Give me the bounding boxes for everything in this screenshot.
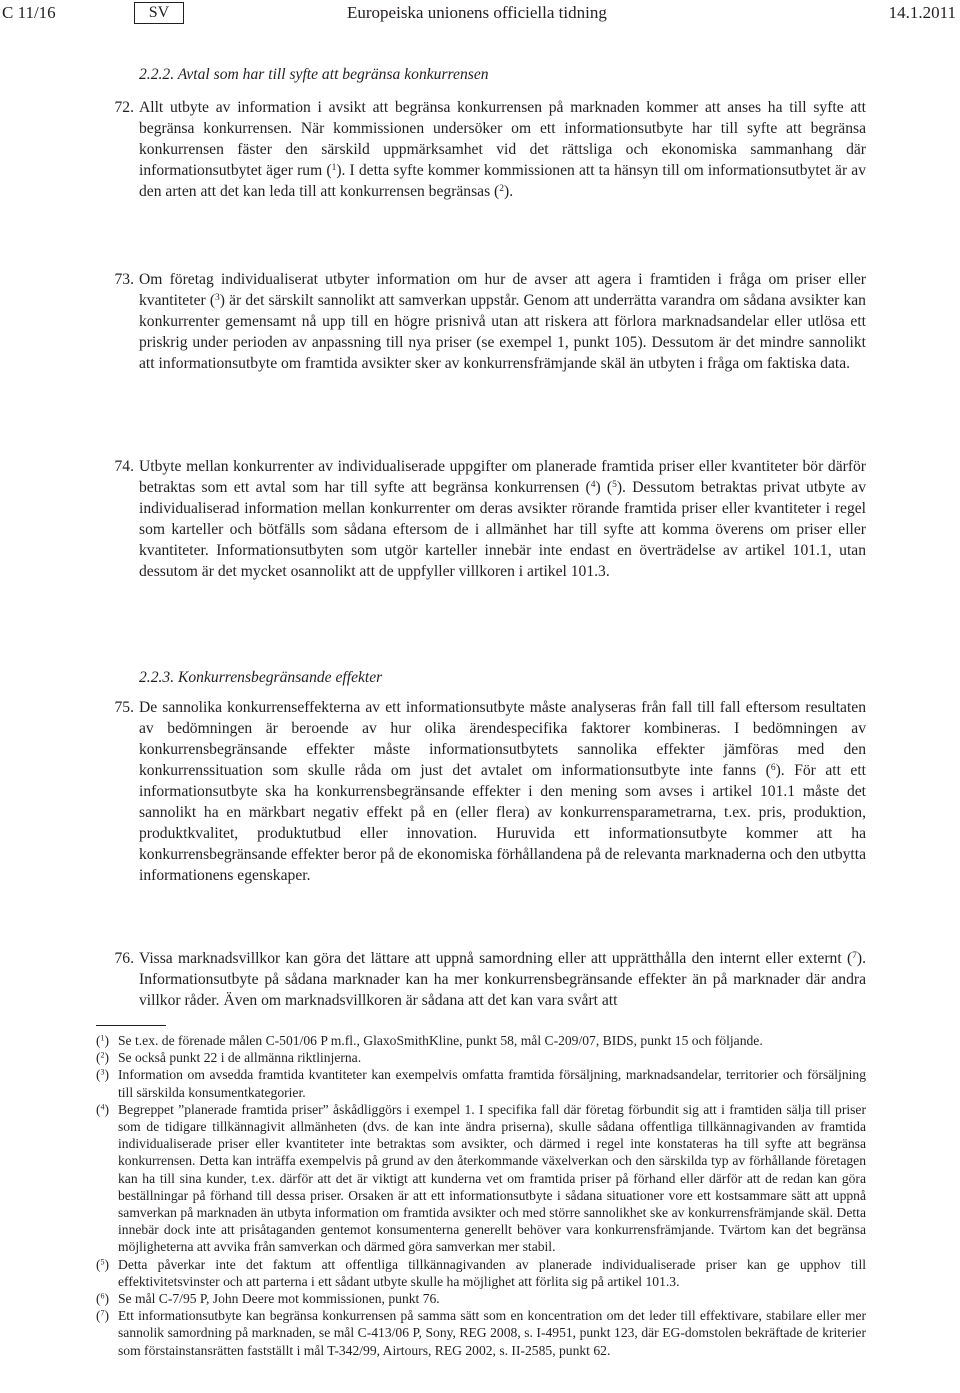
footnote-ref[interactable]: 2 [499, 183, 505, 194]
paragraph-number: 73. [114, 271, 134, 288]
footnote-ref[interactable]: 5 [612, 479, 617, 490]
footnote [96, 1066, 866, 1100]
footnote [96, 1101, 866, 1256]
footnote-text: Se t.ex. de förenade målen C-501/06 P m.fl., GlaxoSmithKline, punkt 58, mål C-209/07, BIDS, punkt 15 och följande. [118, 1033, 763, 1048]
language-badge: SV [134, 2, 184, 24]
footnote-text: Se också punkt 22 i de allmänna riktlinjerna. [118, 1050, 362, 1066]
footnote-number: ($^6$) [96, 1291, 110, 1307]
footnote-text: Detta påverkar inte det faktum att offentliga tillkännagivanden av planerade individualiserade priser kan ge upphov till effektivitetsvinster och att parterna i ett sådant utbyte skulle ha möjlighet att förlita sig på artikel 101.3. [118, 1256, 866, 1289]
footnote-number: ($^5$) [96, 1256, 110, 1272]
paragraph-75 [96, 697, 866, 886]
paragraph-74 [96, 456, 866, 582]
footnote-text: Information om avsedda framtida kvantiteter kan exempelvis omfatta framtida försäljning, marknadsandelar, territorier och försäljning till särskilda konsumentkategorier. [118, 1067, 866, 1100]
journal-title: Europeiska unionens officiella tidning [347, 3, 607, 22]
footnote-number: ($^4$) [96, 1101, 110, 1117]
footnote-separator [96, 1025, 166, 1026]
paragraph-76 [96, 948, 866, 1011]
section-heading-2-2-3: 2.2.3. Konkurrensbegränsande effekter [139, 669, 383, 686]
paragraph-number: 76. [114, 950, 134, 967]
paragraph-number: 72. [114, 99, 134, 116]
footnote-ref[interactable]: 7 [852, 950, 857, 961]
footnote-number: ($^2$) [96, 1050, 110, 1066]
publication-date: 14.1.2011 [888, 3, 956, 22]
section-heading-2-2-2: 2.2.2. Avtal som har till syfte att begränsa konkurrensen [139, 66, 489, 83]
footnote [96, 1307, 866, 1359]
footnote-ref[interactable]: 3 [215, 292, 220, 303]
paragraph-72 [96, 97, 866, 202]
footnote-number: ($^7$) [96, 1308, 110, 1324]
footnote-text: Ett informationsutbyte kan begränsa konkurrensen på samma sätt som en koncentration om det leder till effektivare, stabilare eller mer sannolik samordning på marknaden, se mål C-413/06 P, Sony, REG 2008, s. I-4951, punkt 123, där EG-domstolen bekräftade de kriterier som förstainstansrätten fastställt i mål T-342/99, Airtours, REG 2002, s. II-2585, punkt 62. [118, 1308, 866, 1358]
paragraph-text: Om företag individualiserat utbyter information om hur de avser att agera i framtiden i fråga om priser eller kvantiteter ($^3$) är det särskilt sannolikt att samverkan uppstår. Genom att underrätta varandra om sådana avsikter kan konkurrenter gemensamt nå upp till en högre prisnivå utan att riskera att förlora marknadsandelar eller utlösa ett priskrig under perioden av anpassning till nya priser (se exempel 1, punkt 105). Dessutom är det mindre sannolikt att informationsutbyte om framtida avsikter sker av konkurrensfrämjande skäl än utbyten i fråga om faktiska data. [139, 271, 866, 372]
footnote [96, 1049, 866, 1066]
paragraph-text: Allt utbyte av information i avsikt att begränsa konkurrensen på marknaden kommer att anses ha till syfte att begränsa konkurrensen. När kommissionen undersöker om ett informationsutbyte har till syfte att begränsa konkurrensen fäster den särskild uppmärksamhet vid det rättsliga och ekonomiska sammanhang där informationsutbytet äger rum ($^1$). I detta syfte kommer kommissionen att ta hänsyn till om informationsutbytet är av den arten att det kan leda till att konkurrensen begränsas ($^2$). [139, 99, 867, 200]
page-header [0, 3, 960, 27]
footnote-number: ($^3$) [96, 1067, 110, 1083]
footnote-number: ($^1$) [96, 1033, 110, 1048]
footnote-ref[interactable]: 1 [331, 162, 337, 173]
paragraph-number: 75. [114, 699, 134, 716]
footnote-text: Begreppet ”planerade framtida priser” åskådliggörs i exempel 1. I specifika fall där företag förbundit sig att i framtiden sälja till priser som de tidigare tillkännagivit allmänheten (dvs. de kan inte ändra priserna), skulle sådana offentliga tillkännagivanden av framtida individualiserade priser eller kvantiteter inte betraktas som avsikter, och därmed i regel inte konstateras ha till syfte att begränsa konkurrensen. Detta kan inträffa exempelvis på grund av den återkommande växelverkan och den särskilda typ av förhållande företagen kan ha till sina kunder, t.ex. därför att det är viktigt att kunderna vet om framtida priser på förhand eller därför att de redan kan göra beställningar på förhand till dessa priser. Orsaken är att ett informationsutbyte i sådana situationer vore ett kostsammare sätt att uppnå samverkan på marknaden än utbyta information om framtida avsikter och med större sannolikhet ske av konkurrensfrämjande skäl. Detta innebär dock inte att prisåtaganden gentemot konsumenterna generellt behöver vara konkurrensfrämjande. Tvärtom kan det begränsa möjligheterna att avvika från samverkan och därmed göra samverkan mer stabil. [118, 1101, 866, 1255]
footnote [96, 1032, 866, 1049]
footnote-text: Se mål C-7/95 P, John Deere mot kommissionen, punkt 76. [118, 1291, 440, 1307]
paragraph-number: 74. [114, 458, 134, 475]
footnote-ref[interactable]: 4 [590, 479, 596, 490]
footnote [96, 1256, 866, 1290]
paragraph-text: Utbyte mellan konkurrenter av individualiserade uppgifter om planerade framtida priser eller kvantiteter bör därför betraktas som ett avtal som har till syfte att begränsa konkurrensen ($^4$) ($^5$). Dessutom betraktas privat utbyte av individualiserad information mellan konkurrenter om deras avsikter rörande framtida priser eller kvantiteter i regel som karteller och bötfälls som sådana eftersom de i allmänhet har till syfte att komma överens om priser eller kvantiteter. Informationsutbyten som utgör karteller innebär inte endast en överträdelse av artikel 101.1, utan dessutom är det mycket osannolikt att de uppfyller villkoren i artikel 101.3. [139, 458, 866, 580]
paragraph-73 [96, 269, 866, 374]
footnote [96, 1290, 866, 1307]
page-number: C 11/16 [2, 3, 56, 22]
footnotes [96, 1032, 866, 1359]
paragraph-text: Vissa marknadsvillkor kan göra det lättare att uppnå samordning eller att upprätthålla den internt eller externt ($^7$). Informationsutbyte på sådana marknader kan ha mer konkurrensbegränsande effekter än på marknader där andra villkor råder. Även om marknadsvillkoren är sådana att det kan vara svårt att [139, 950, 866, 1009]
paragraph-text: De sannolika konkurrenseffekterna av ett informationsutbyte måste analyseras från fall till fall eftersom resultaten av bedömningen är beroende av hur olika ärendespecifika faktorer kombineras. I bedömningen av konkurrensbegränsande effekter måste informationsutbytets sannolika effekter jämföras med den konkurrenssituation som skulle råda om just det avtalet om informationsutbyte inte fanns ($^6$). För att ett informationsutbyte ska ha konkurrensbegränsande effekter i den mening som avses i artikel 101.1 måste det sannolikt ha en märkbart negativ effekt på en (eller flera) av konkurrensparametrarna, t.ex. pris, produktion, produktkvalitet, produktutbud eller innovation. Huruvida ett informationsutbyte kommer att ha konkurrensbegränsande effekter beror på de ekonomiska förhållandena på de relevanta marknaderna och den utbytta informationens egenskaper. [139, 699, 867, 884]
footnote-ref[interactable]: 6 [770, 762, 776, 773]
